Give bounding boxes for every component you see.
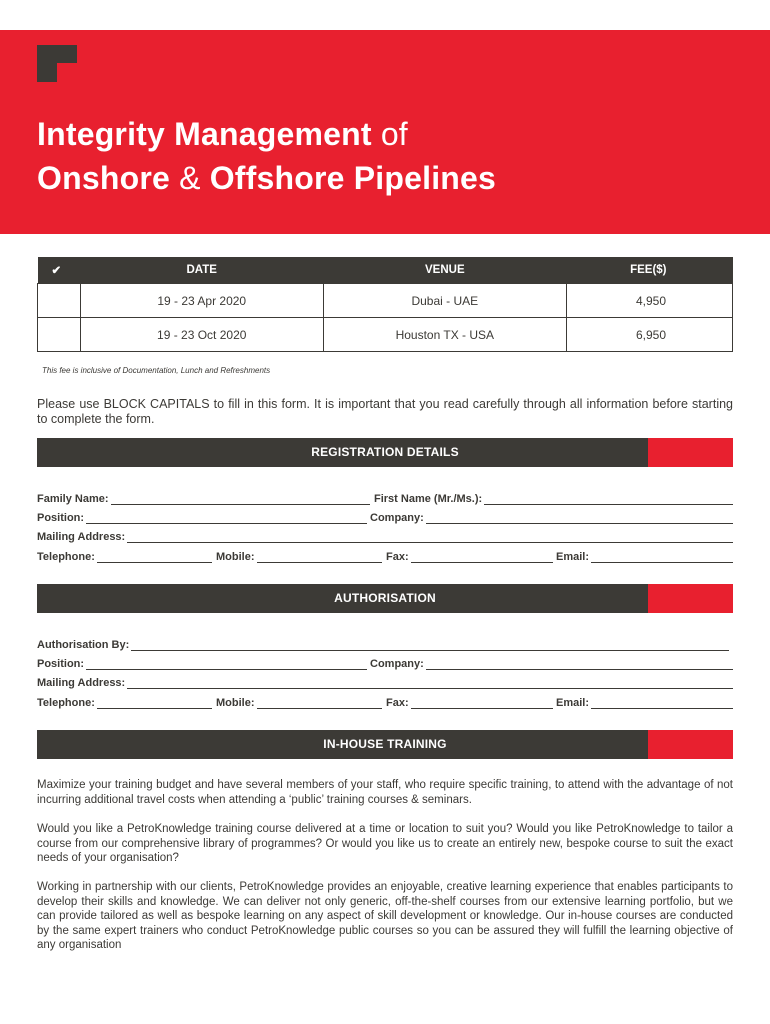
telephone-field[interactable] <box>37 547 212 563</box>
field-line[interactable] <box>97 696 212 709</box>
position-field[interactable] <box>37 508 367 524</box>
field-label: Mobile: <box>216 697 255 709</box>
field-label: Mobile: <box>216 551 255 563</box>
field-label: First Name (Mr./Ms.): <box>374 493 483 505</box>
field-label: Mailing Address: <box>37 677 126 689</box>
fee-header: FEE($) <box>567 257 733 284</box>
field-label: Email: <box>556 697 590 709</box>
fax-field[interactable] <box>386 693 553 709</box>
page-title <box>37 112 496 200</box>
email-field[interactable] <box>556 693 733 709</box>
date-cell: 19 - 23 Oct 2020 <box>80 318 323 352</box>
fee-cell: 4,950 <box>567 284 733 318</box>
venue-header: VENUE <box>323 257 567 284</box>
field-line[interactable] <box>591 696 733 709</box>
family-name-field[interactable] <box>37 489 370 505</box>
title-part: Offshore Pipelines <box>209 160 497 196</box>
field-label: Fax: <box>386 697 409 709</box>
first-name-field[interactable] <box>374 489 733 505</box>
venue-cell: Dubai - UAE <box>323 284 567 318</box>
fee-cell: 6,950 <box>567 318 733 352</box>
authorisation-row-4 <box>37 693 733 709</box>
authorisation-section-bar <box>37 584 733 613</box>
inhouse-section-bar <box>37 730 733 759</box>
mailing-address-field[interactable] <box>37 673 733 689</box>
registration-row-2 <box>37 508 733 524</box>
field-label: Telephone: <box>37 697 95 709</box>
title-part: Onshore <box>37 160 170 196</box>
table-row[interactable] <box>38 284 733 318</box>
position-field[interactable] <box>37 654 367 670</box>
date-cell: 19 - 23 Apr 2020 <box>80 284 323 318</box>
inhouse-paragraph-3: Working in partnership with our clients, PetroKnowledge provides an enjoyable, creative learning experience that enables participants to develop their skills and knowledge. We can deliver not only generic, off-the-shelf courses from our extensive learning portfolio, but we can provide tailored as well as bespoke learning on any aspect of skill development or knowledge. Our in-house courses are conducted by the same expert trainers who conduct PetroKnowledge public courses so you can be assured they will fulfill the learning objective of any organisation <box>37 881 733 952</box>
field-label: Telephone: <box>37 551 95 563</box>
registration-row-3 <box>37 527 733 543</box>
registration-row-1 <box>37 489 733 505</box>
registration-row-4 <box>37 547 733 563</box>
select-checkbox[interactable] <box>38 318 81 352</box>
authorisation-row-3 <box>37 673 733 689</box>
mailing-address-field[interactable] <box>37 527 733 543</box>
check-header: ✔ <box>38 257 81 284</box>
field-line[interactable] <box>131 638 729 651</box>
field-line[interactable] <box>127 530 733 543</box>
authorisation-row-2 <box>37 654 733 670</box>
field-line[interactable] <box>591 550 733 563</box>
email-field[interactable] <box>556 547 733 563</box>
field-line[interactable] <box>86 511 367 524</box>
field-label: Company: <box>370 512 424 524</box>
section-title: REGISTRATION DETAILS <box>311 445 459 459</box>
field-label: Fax: <box>386 551 409 563</box>
field-line[interactable] <box>426 657 733 670</box>
field-line[interactable] <box>257 550 383 563</box>
authorisation-by-field[interactable] <box>37 635 729 651</box>
company-field[interactable] <box>370 654 733 670</box>
brand-logo-icon <box>37 45 77 82</box>
mobile-field[interactable] <box>216 693 382 709</box>
select-checkbox[interactable] <box>38 284 81 318</box>
header-banner <box>0 30 770 234</box>
field-line[interactable] <box>111 492 370 505</box>
title-part: & <box>179 160 201 196</box>
telephone-field[interactable] <box>37 693 212 709</box>
authorisation-row-1 <box>37 635 733 651</box>
field-label: Company: <box>370 658 424 670</box>
field-label: Position: <box>37 658 85 670</box>
company-field[interactable] <box>370 508 733 524</box>
mobile-field[interactable] <box>216 547 382 563</box>
section-title: AUTHORISATION <box>334 591 436 605</box>
field-line[interactable] <box>411 696 553 709</box>
field-label: Email: <box>556 551 590 563</box>
field-label: Authorisation By: <box>37 639 130 651</box>
intro-text: Please use BLOCK CAPITALS to fill in this form. It is important that you read carefully through all information before starting to complete the form. <box>37 397 733 426</box>
schedule-table <box>37 257 733 352</box>
field-line[interactable] <box>127 676 733 689</box>
registration-section-bar <box>37 438 733 467</box>
inhouse-paragraph-2: Would you like a PetroKnowledge training course delivered at a time or location to suit you? Would you like PetroKnowledge to tailor a course from our comprehensive library of programmes? Or would you like us to create an entirely new, bespoke course to suit the exact needs of your organisation? <box>37 823 733 865</box>
venue-cell: Houston TX - USA <box>323 318 567 352</box>
section-title: IN-HOUSE TRAINING <box>323 737 447 751</box>
field-line[interactable] <box>426 511 733 524</box>
schedule-header-row <box>38 257 733 284</box>
fee-note: This fee is inclusive of Documentation, Lunch and Refreshments <box>42 366 271 375</box>
field-line[interactable] <box>86 657 367 670</box>
title-part: of <box>380 116 408 152</box>
inhouse-paragraph-1: Maximize your training budget and have several members of your staff, who require specific training, to attend with the advantage of not incurring additional travel costs when attending a ‘public’ training courses & seminars. <box>37 779 733 806</box>
field-label: Family Name: <box>37 493 109 505</box>
field-line[interactable] <box>257 696 383 709</box>
field-line[interactable] <box>411 550 553 563</box>
field-line[interactable] <box>484 492 733 505</box>
field-label: Position: <box>37 512 85 524</box>
date-header: DATE <box>80 257 323 284</box>
field-line[interactable] <box>97 550 212 563</box>
field-label: Mailing Address: <box>37 531 126 543</box>
fax-field[interactable] <box>386 547 553 563</box>
table-row[interactable] <box>38 318 733 352</box>
title-part: Integrity Management <box>37 116 372 152</box>
